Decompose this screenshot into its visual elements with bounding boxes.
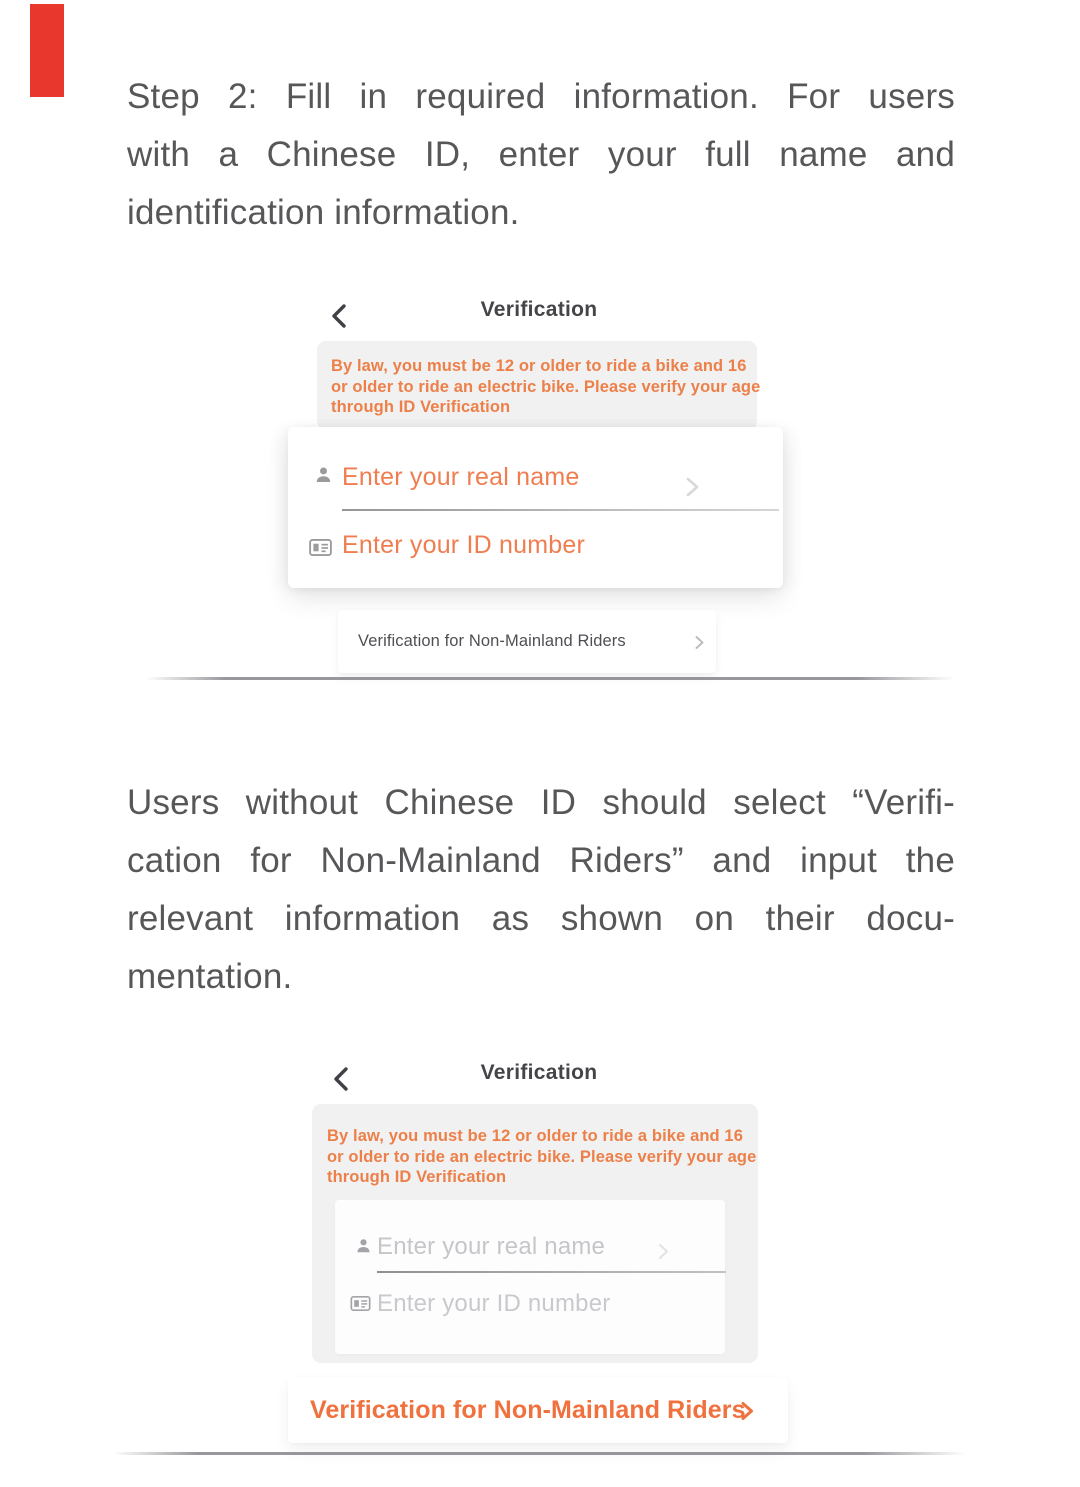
text-line: or older to ride an electric bike. Please verify your age [331, 377, 761, 396]
id-card-icon [309, 539, 332, 556]
text-line: identification information. [127, 193, 520, 232]
id-verification-card [288, 427, 783, 588]
text-line: mentation. [127, 957, 293, 996]
text-line: By law, you must be 12 or older to ride a bike and 16 [327, 1127, 743, 1145]
non-mainland-instruction-paragraph [127, 774, 955, 1006]
non-mainland-verification-link[interactable] [338, 610, 716, 673]
field-divider [377, 1271, 726, 1273]
age-law-notice [317, 341, 761, 430]
real-name-field[interactable]: Enter your real name [342, 463, 580, 491]
text-line: or older to ride an electric bike. Please verify your age [327, 1147, 757, 1166]
page-title: Verification [480, 298, 598, 321]
section-divider [146, 677, 954, 680]
text-line: Users without Chinese ID should select “Verifi- [127, 783, 955, 822]
non-mainland-link-label: Verification for Non-Mainland Riders [358, 632, 626, 650]
id-number-field[interactable]: Enter your ID number [342, 531, 585, 559]
text-line: through ID Verification [331, 398, 511, 416]
section-divider [113, 1452, 965, 1455]
back-chevron-icon[interactable] [328, 303, 350, 329]
real-name-field[interactable]: Enter your real name [377, 1233, 606, 1260]
text-line: with a Chinese ID, enter your full name and [127, 135, 955, 174]
chevron-right-icon [684, 475, 701, 499]
non-mainland-verification-link[interactable] [288, 1377, 788, 1443]
id-card-icon [350, 1296, 371, 1311]
id-verification-card-disabled [335, 1200, 725, 1354]
text-line: cation for Non-Mainland Riders” and input the [127, 841, 955, 880]
text-line: Step 2: Fill in required information. For users [127, 77, 955, 116]
chevron-right-icon [694, 635, 705, 650]
page-title: Verification [480, 1061, 598, 1084]
person-icon [314, 465, 333, 484]
text-line: through ID Verification [327, 1168, 507, 1186]
chevron-right-icon [657, 1242, 670, 1261]
person-icon [355, 1237, 372, 1254]
red-marker-bar [30, 4, 64, 97]
id-number-field[interactable]: Enter your ID number [377, 1290, 611, 1317]
non-mainland-link-label: Verification for Non-Mainland Riders [310, 1396, 746, 1424]
back-chevron-icon[interactable] [330, 1066, 352, 1092]
field-divider [342, 509, 779, 511]
step2-instruction-paragraph [127, 68, 955, 242]
chevron-right-icon [740, 1401, 755, 1421]
text-line: By law, you must be 12 or older to ride a bike and 16 [331, 357, 747, 375]
text-line: relevant information as shown on their docu- [127, 899, 955, 938]
